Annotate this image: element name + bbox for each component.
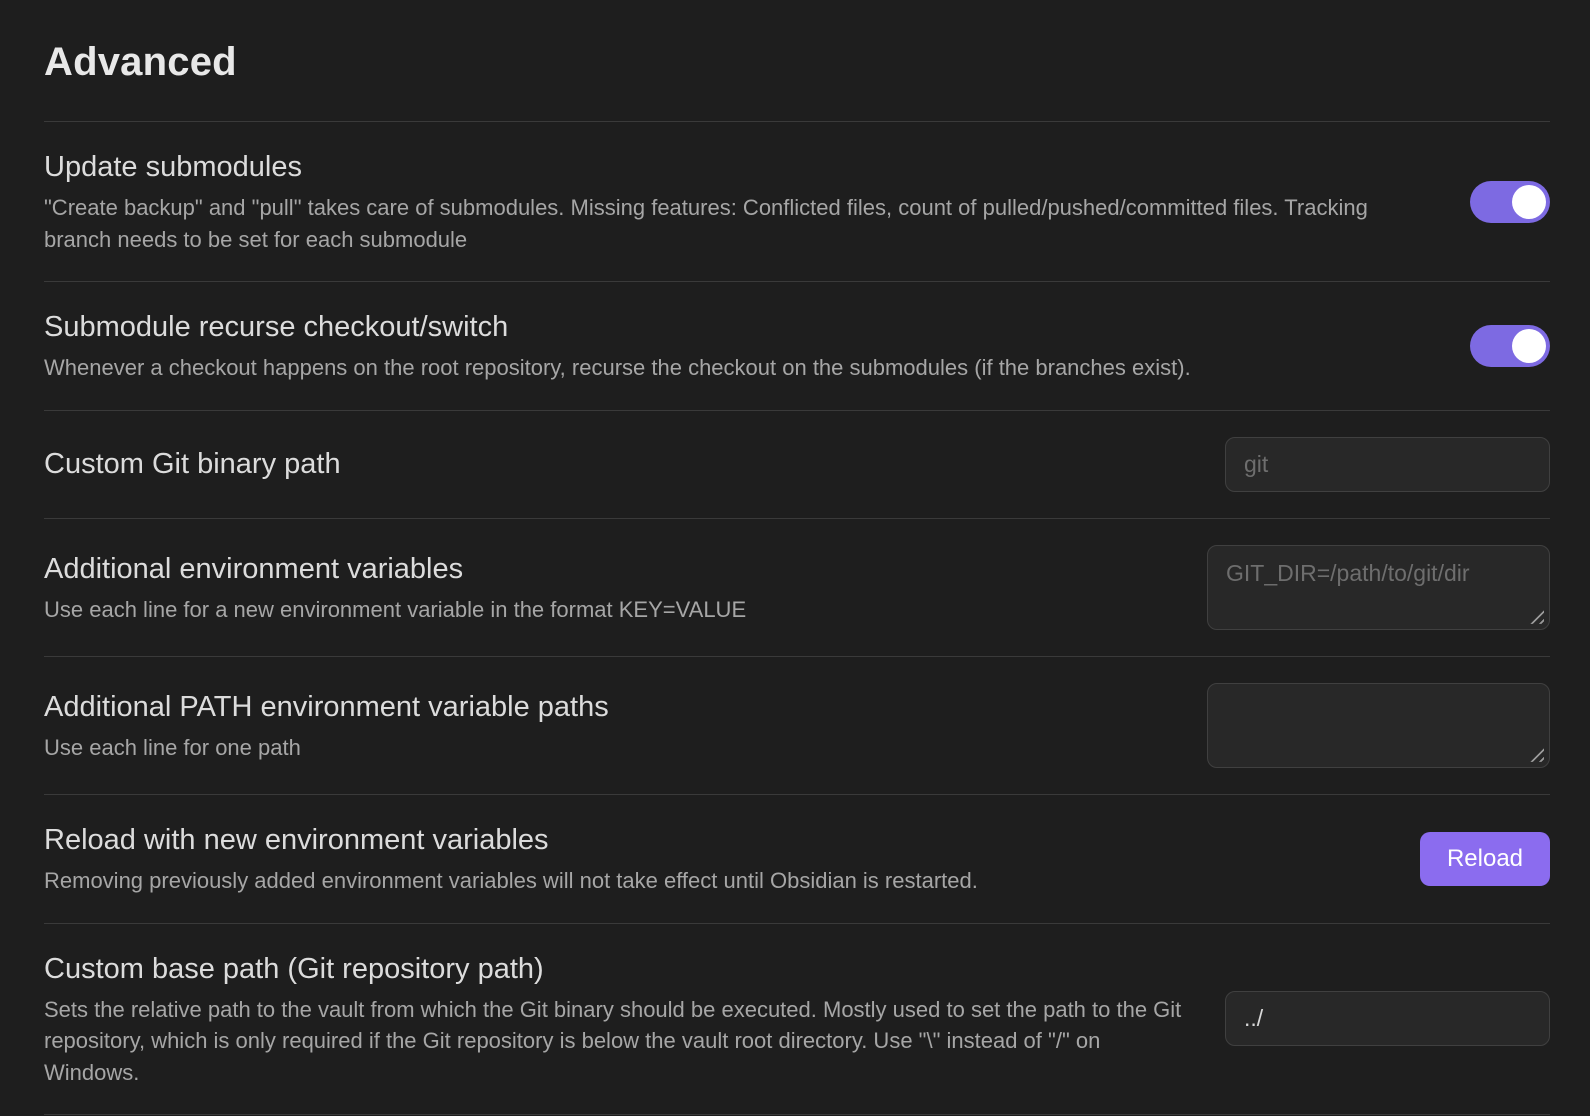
setting-env-variables (44, 519, 1550, 657)
git-binary-path-input[interactable] (1225, 437, 1550, 492)
setting-control (1470, 181, 1550, 223)
setting-name: Submodule recurse checkout/switch (44, 311, 509, 344)
textarea-wrap (1207, 545, 1550, 630)
setting-name: Additional environment variables (44, 552, 464, 585)
setting-info (44, 550, 1177, 626)
setting-info (44, 445, 1195, 483)
textarea-wrap (1207, 683, 1550, 768)
setting-name: Reload with new environment variables (44, 823, 549, 856)
setting-name: Update submodules (44, 151, 302, 183)
setting-update-submodules (44, 122, 1550, 282)
setting-info (44, 821, 1390, 897)
base-path-input[interactable] (1225, 991, 1550, 1046)
setting-control (1470, 325, 1550, 367)
toggle-knob-icon (1512, 329, 1546, 363)
env-variables-textarea[interactable] (1207, 545, 1550, 630)
setting-path-env-paths (44, 657, 1550, 795)
setting-custom-base-path (44, 924, 1550, 1116)
setting-git-binary-path (44, 411, 1550, 519)
setting-info (44, 148, 1440, 255)
setting-description: Whenever a checkout happens on the root repository, recurse the checkout on the submodules (if the branches exist). (44, 355, 1191, 381)
setting-control (1207, 683, 1550, 768)
setting-info (44, 688, 1177, 764)
path-env-paths-textarea[interactable] (1207, 683, 1550, 768)
page-title: Advanced (44, 0, 1550, 122)
setting-name: Custom base path (Git repository path) (44, 952, 544, 985)
setting-control (1420, 832, 1550, 886)
reload-button[interactable]: Reload (1420, 832, 1550, 886)
setting-control (1225, 991, 1550, 1046)
setting-reload-env (44, 795, 1550, 924)
setting-description: Removing previously added environment variables will not take effect until Obsidian is restarted. (44, 868, 978, 894)
update-submodules-toggle[interactable] (1470, 181, 1550, 223)
submodule-recurse-toggle[interactable] (1470, 325, 1550, 367)
setting-control (1225, 437, 1550, 492)
setting-submodule-recurse (44, 282, 1550, 411)
setting-control (1207, 545, 1550, 630)
setting-name: Additional PATH environment variable paths (44, 690, 609, 723)
setting-info (44, 308, 1440, 384)
setting-description: Sets the relative path to the vault from which the Git binary should be executed. Mostly used to set the path to the Git repository, which is only required if the Git repository is below the vault root directory. Use "\" instead of "/" on Windows. (44, 996, 1182, 1085)
setting-description: "Create backup" and "pull" takes care of submodules. Missing features: Conflicted files, count of pulled/pushed/committed files. Tracking branch needs to be set for each submodule (44, 195, 1368, 252)
setting-info (44, 950, 1195, 1089)
toggle-knob-icon (1512, 185, 1546, 219)
setting-description: Use each line for a new environment variable in the format KEY=VALUE (44, 596, 747, 622)
setting-name: Custom Git binary path (44, 448, 341, 481)
setting-description: Use each line for one path (44, 734, 301, 760)
